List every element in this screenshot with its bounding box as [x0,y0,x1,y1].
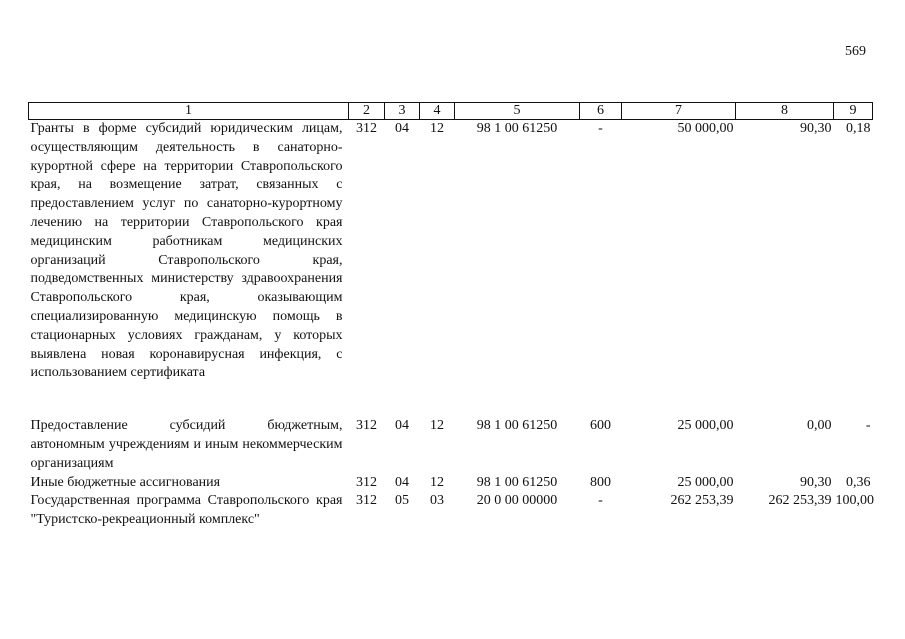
row-col-8: 0,00 [807,418,832,434]
row-col-5: 98 1 00 61250 [476,418,558,434]
header-col-6: 6 [580,103,622,120]
header-col-5: 5 [455,103,580,120]
row-col-3: 04 [395,418,409,434]
row-col-6: 800 [590,474,611,490]
row-col-3: 04 [395,474,409,490]
row-col-9: - [865,418,871,434]
spacer-row [29,383,873,417]
row-col-4: 12 [430,418,444,434]
row-col-5: 20 0 00 00000 [476,493,558,509]
header-col-9: 9 [834,103,873,120]
row-name: Предоставление субсидий бюджетным, автономным учреждениям и иным некоммерческим организациям [30,418,343,471]
row-col-8: 262 253,39 [768,493,832,509]
row-col-2: 312 [356,493,377,509]
row-col-8: 90,30 [800,121,832,136]
row-col-5: 98 1 00 61250 [476,121,558,136]
header-col-1: 1 [29,103,349,120]
table-row [29,474,873,493]
row-col-6: - [598,493,603,509]
page-number: 569 [845,44,866,59]
row-col-7: 25 000,00 [677,474,734,490]
row-name: Иные бюджетные ассигнования [30,474,221,490]
header-col-2: 2 [349,103,385,120]
row-col-9: 0,36 [846,474,871,490]
table-row [29,417,873,473]
row-col-7: 262 253,39 [670,493,734,509]
row-col-3: 04 [395,121,409,136]
row-name: Государственная программа Ставропольского края "Туристско-рекреационный комплекс" [30,493,343,528]
header-row [29,103,873,120]
row-col-4: 03 [430,493,444,509]
row-col-7: 25 000,00 [677,418,734,434]
header-col-7: 7 [622,103,736,120]
header-col-4: 4 [420,103,455,120]
row-name: Гранты в форме субсидий юридическим лицам, осуществляющим деятельность в санаторно-курортной сфере на территории Ставропольского края, на возмещение затрат, связанных с предоставлением услуг по санаторно-курортному лечению на территории Ставропольского края медицинским работникам медицинских организаций Ставропольского края, подведомственных министерству здравоохранения Ставропольского края, оказывающим специализированную медицинскую помощь в стационарных условиях гражданам, у которых выявлена новая коронавирусная инфекция, с использованием сертификата [30,121,343,381]
header-col-3: 3 [385,103,420,120]
row-col-3: 05 [395,493,409,509]
header-col-8: 8 [736,103,834,120]
row-col-7: 50 000,00 [677,121,734,136]
row-col-9: 0,18 [846,121,871,136]
row-col-6: 600 [590,418,611,434]
table-row [29,120,873,384]
row-col-2: 312 [356,474,377,490]
table-row [29,492,873,530]
row-col-5: 98 1 00 61250 [476,474,558,490]
row-col-2: 312 [356,418,377,434]
row-col-9: 100,00 [835,493,874,509]
row-col-6: - [598,121,603,136]
row-col-8: 90,30 [800,474,832,490]
budget-table [28,102,873,530]
row-col-4: 12 [430,474,444,490]
row-col-4: 12 [430,121,444,136]
row-col-2: 312 [356,121,377,136]
